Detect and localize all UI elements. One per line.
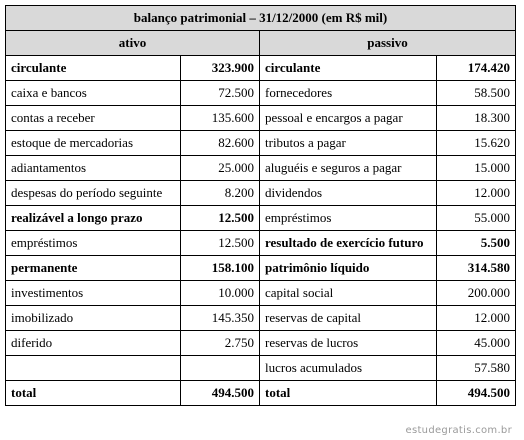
passivo-value: 15.620 <box>437 131 516 156</box>
ativo-label: circulante <box>6 56 181 81</box>
table-row <box>6 56 516 81</box>
passivo-value: 200.000 <box>437 281 516 306</box>
ativo-label: realizável a longo prazo <box>6 206 181 231</box>
ativo-value: 82.600 <box>181 131 260 156</box>
passivo-label: reservas de capital <box>260 306 437 331</box>
passivo-label: empréstimos <box>260 206 437 231</box>
passivo-label: resultado de exercício futuro <box>260 231 437 256</box>
ativo-value: 10.000 <box>181 281 260 306</box>
table-header-row <box>6 31 516 56</box>
table-row <box>6 81 516 106</box>
table-row <box>6 231 516 256</box>
passivo-label: capital social <box>260 281 437 306</box>
passivo-label: aluguéis e seguros a pagar <box>260 156 437 181</box>
passivo-value: 5.500 <box>437 231 516 256</box>
ativo-value: 494.500 <box>181 381 260 406</box>
passivo-label: total <box>260 381 437 406</box>
table-title: balanço patrimonial – 31/12/2000 (em R$ mil) <box>6 6 516 31</box>
passivo-value: 55.000 <box>437 206 516 231</box>
ativo-label: estoque de mercadorias <box>6 131 181 156</box>
ativo-label: permanente <box>6 256 181 281</box>
table-row <box>6 156 516 181</box>
balance-sheet-table <box>5 5 516 406</box>
ativo-label: despesas do período seguinte <box>6 181 181 206</box>
ativo-value <box>181 356 260 381</box>
table-row <box>6 181 516 206</box>
ativo-value: 12.500 <box>181 231 260 256</box>
passivo-value: 174.420 <box>437 56 516 81</box>
header-ativo: ativo <box>6 31 260 56</box>
table-row <box>6 106 516 131</box>
table-row <box>6 131 516 156</box>
passivo-label: fornecedores <box>260 81 437 106</box>
passivo-label: reservas de lucros <box>260 331 437 356</box>
ativo-label: empréstimos <box>6 231 181 256</box>
ativo-label: imobilizado <box>6 306 181 331</box>
ativo-label: diferido <box>6 331 181 356</box>
passivo-value: 57.580 <box>437 356 516 381</box>
passivo-label: patrimônio líquido <box>260 256 437 281</box>
table-row <box>6 281 516 306</box>
header-passivo: passivo <box>260 31 516 56</box>
table-row <box>6 206 516 231</box>
passivo-value: 12.000 <box>437 181 516 206</box>
table-title-row <box>6 6 516 31</box>
ativo-label: caixa e bancos <box>6 81 181 106</box>
ativo-label <box>6 356 181 381</box>
passivo-value: 58.500 <box>437 81 516 106</box>
passivo-value: 15.000 <box>437 156 516 181</box>
ativo-value: 8.200 <box>181 181 260 206</box>
watermark: estudegratis.com.br <box>405 425 512 436</box>
table-row <box>6 306 516 331</box>
ativo-value: 323.900 <box>181 56 260 81</box>
ativo-label: contas a receber <box>6 106 181 131</box>
passivo-label: circulante <box>260 56 437 81</box>
passivo-value: 18.300 <box>437 106 516 131</box>
passivo-value: 12.000 <box>437 306 516 331</box>
ativo-value: 158.100 <box>181 256 260 281</box>
ativo-label: adiantamentos <box>6 156 181 181</box>
passivo-label: lucros acumulados <box>260 356 437 381</box>
table-row <box>6 381 516 406</box>
passivo-label: pessoal e encargos a pagar <box>260 106 437 131</box>
ativo-value: 25.000 <box>181 156 260 181</box>
ativo-value: 12.500 <box>181 206 260 231</box>
table-row <box>6 331 516 356</box>
ativo-value: 72.500 <box>181 81 260 106</box>
table-row <box>6 256 516 281</box>
passivo-value: 494.500 <box>437 381 516 406</box>
passivo-value: 314.580 <box>437 256 516 281</box>
ativo-label: investimentos <box>6 281 181 306</box>
table-row <box>6 356 516 381</box>
ativo-value: 2.750 <box>181 331 260 356</box>
ativo-value: 145.350 <box>181 306 260 331</box>
ativo-label: total <box>6 381 181 406</box>
passivo-label: tributos a pagar <box>260 131 437 156</box>
passivo-label: dividendos <box>260 181 437 206</box>
passivo-value: 45.000 <box>437 331 516 356</box>
ativo-value: 135.600 <box>181 106 260 131</box>
